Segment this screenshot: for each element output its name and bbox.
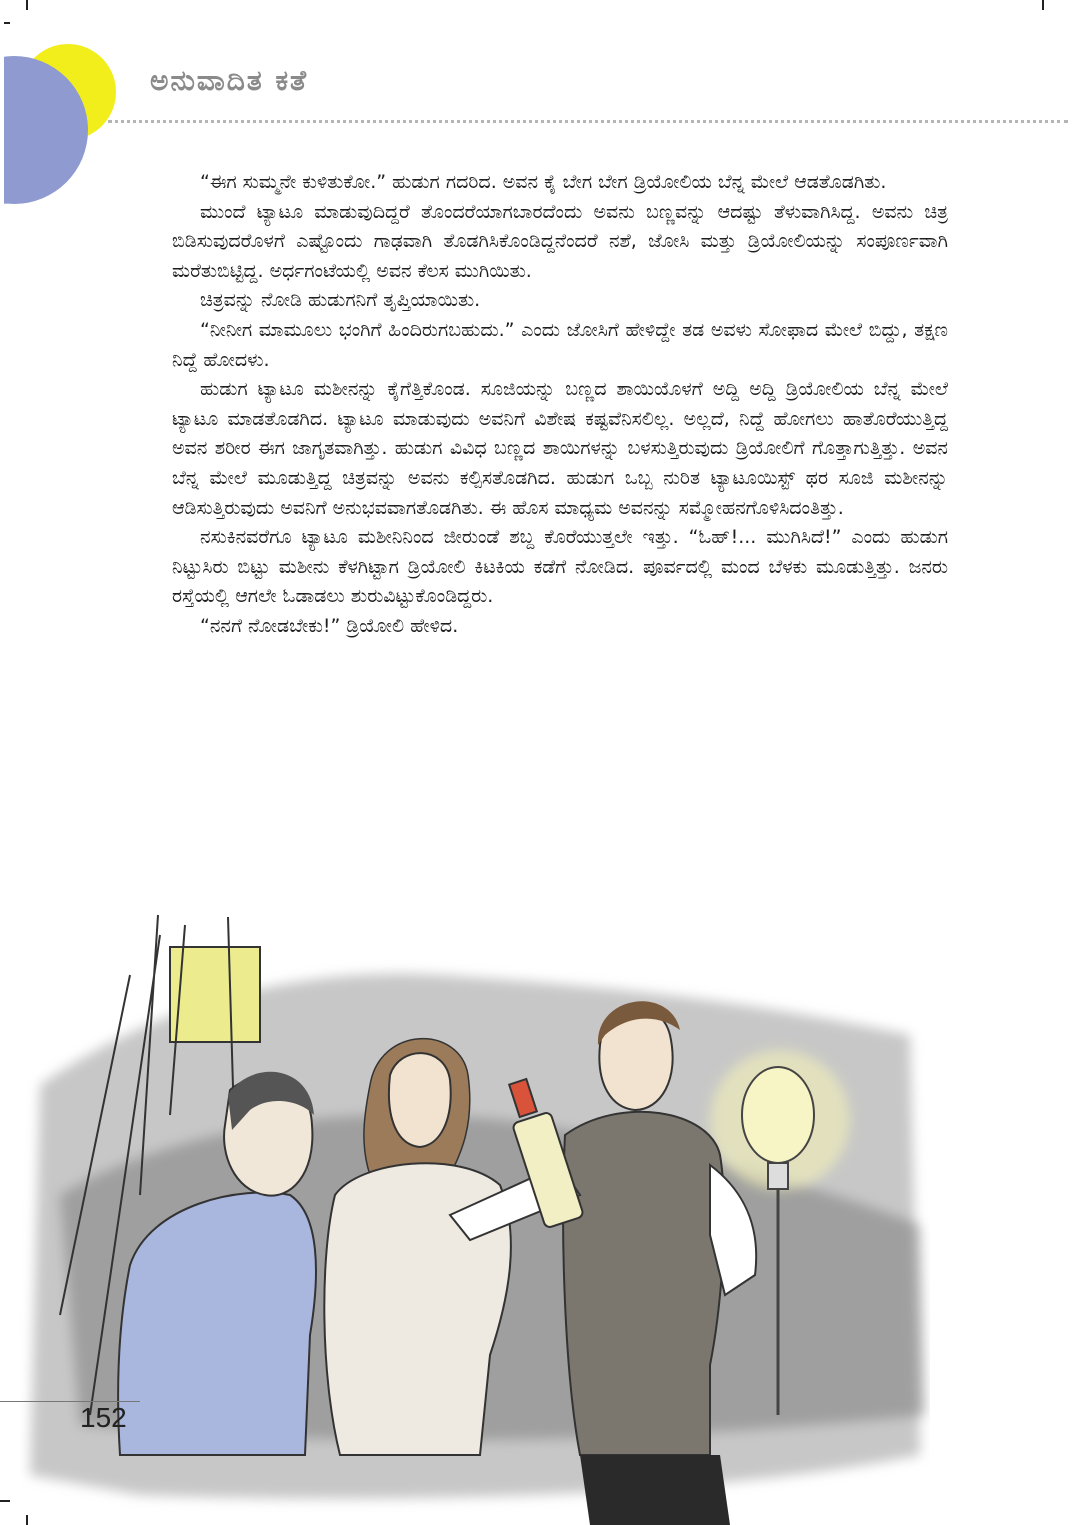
story-paragraph: ಚಿತ್ರವನ್ನು ನೋಡಿ ಹುಡುಗನಿಗೆ ತೃಪ್ತಿಯಾಯಿತು. <box>200 289 481 312</box>
woman-face <box>389 1053 451 1147</box>
window <box>170 947 260 1042</box>
story-paragraph: “ಈಗ ಸುಮ್ಮನೇ ಕುಳಿತುಕೋ.” ಹುಡುಗ ಗದರಿದ. ಅವನ ಕೈ ಬೇಗ ಬೇಗ ಡ್ರಿಯೋಲಿಯ ಬೆನ್ನ ಮೇಲೆ ಆಡತೊಡಗಿತು. <box>200 171 887 193</box>
page-number: 152 <box>80 1402 127 1433</box>
title-divider <box>108 120 1068 123</box>
story-paragraph: ಹುಡುಗ ಟ್ಯಾಟೂ ಮಶೀನನ್ನು ಕೈಗೆತ್ತಿಕೊಂಡ. ಸೂಜಿಯನ್ನು ಬಣ್ಣದ ಶಾಯಿಯೊಳಗೆ ಅದ್ದಿ ಅದ್ದಿ ಡ್ರಿಯೋಲಿಯ ಬೆನ್ನ ಮೇಲೆ ಟ್ಯಾಟೂ ಮಾಡತೊಡಗಿದ. ಟ್ಯಾಟೂ ಮಾಡುವುದು ಅವನಿಗೆ ವಿಶೇಷ ಕಷ್ಟವೆನಿಸಲಿಲ್ಲ. ಅಲ್ಲದೆ, ನಿದ್ದೆ ಹೋಗಲು ಹಾತೊರೆಯುತ್ತಿದ್ದ ಅವನ ಶರೀರ ಈಗ ಜಾಗೃತವಾಗಿತ್ತು. ಹುಡುಗ ವಿವಿಧ ಬಣ್ಣದ ಶಾಯಿಗಳನ್ನು ಬಳಸುತ್ತಿರುವುದು ಡ್ರಿಯೋಲಿಗೆ ಗೊತ್ತಾಗುತ್ತಿತ್ತು. ಅವನ ಬೆನ್ನ ಮೇಲೆ ಮೂಡುತ್ತಿದ್ದ ಚಿತ್ರವನ್ನು ಅವನು ಕಲ್ಪಿಸತೊಡಗಿದ. ಹುಡುಗ ಒಬ್ಬ ನುರಿತ ಟ್ಯಾಟೂಯಿಸ್ಟ್ ಥರ ಸೂಜಿ ಮಶೀನನ್ನು ಆಡಿಸುತ್ತಿರುವುದು ಅವನಿಗೆ ಅನುಭವವಾಗತೊಡಗಿತು. ಈ ಹೊಸ ಮಾಧ್ಯಮ ಅವನನ್ನು ಸಮ್ಮೋಹನಗೊಳಿಸಿದಂತಿತ್ತು. <box>172 378 948 519</box>
section-title: ಅನುವಾದಿತ ಕತೆ <box>150 64 309 97</box>
floor-shadow <box>580 1455 730 1525</box>
man-right-vest <box>563 1112 724 1455</box>
story-paragraph: “ನನಗೆ ನೋಡಬೇಕು!” ಡ್ರಿಯೋಲಿ ಹೇಳಿದ. <box>200 614 459 637</box>
story-illustration <box>20 895 930 1525</box>
lamp-globe <box>742 1067 814 1163</box>
story-paragraph: “ನೀನೀಗ ಮಾಮೂಲು ಭಂಗಿಗೆ ಹಿಂದಿರುಗಬಹುದು.” ಎಂದು ಜೋಸಿಗೆ ಹೇಳಿದ್ದೇ ತಡ ಅವಳು ಸೋಫಾದ ಮೇಲೆ ಬಿದ್ದು, ತಕ್ಷಣ ನಿದ್ದೆ ಹೋದಳು. <box>172 318 948 371</box>
lamp-stand <box>768 1163 788 1189</box>
crop-mark-top-right <box>1042 0 1044 10</box>
deco-edge <box>0 0 4 220</box>
header-circle-decoration <box>0 0 140 220</box>
crop-mark-left-lower <box>0 1500 10 1502</box>
story-paragraph: ಮುಂದೆ ಟ್ಯಾಟೂ ಮಾಡುವುದಿದ್ದರೆ ತೊಂದರೆಯಾಗಬಾರದೆಂದು ಅವನು ಬಣ್ಣವನ್ನು ಆದಷ್ಟು ತೆಳುವಾಗಿಸಿದ್ದ. ಅವನು ಚಿತ್ರ ಬಿಡಿಸುವುದರೊಳಗೆ ಎಷ್ಟೊಂದು ಗಾಢವಾಗಿ ತೊಡಗಿಸಿಕೊಂಡಿದ್ದನೆಂದರೆ ನಶೆ, ಜೋಸಿ ಮತ್ತು ಡ್ರಿಯೋಲಿಯನ್ನು ಸಂಪೂರ್ಣವಾಗಿ ಮರೆತುಬಿಟ್ಟಿದ್ದ. ಅರ್ಧಗಂಟೆಯಲ್ಲಿ ಅವನ ಕೆಲಸ ಮುಗಿಯಿತು. <box>172 200 948 282</box>
story-paragraph: ನಸುಕಿನವರೆಗೂ ಟ್ಯಾಟೂ ಮಶೀನಿನಿಂದ ಜೀರುಂಡೆ ಶಬ್ದ ಕೊರೆಯುತ್ತಲೇ ಇತ್ತು. “ಓಹ್!... ಮುಗಿಸಿದೆ!” ಎಂದು ಹುಡುಗ ನಿಟ್ಟುಸಿರು ಬಿಟ್ಟು ಮಶೀನು ಕೆಳಗಿಟ್ಟಾಗ ಡ್ರಿಯೋಲಿ ಕಿಟಕಿಯ ಕಡೆಗೆ ನೋಡಿದ. ಪೂರ್ವದಲ್ಲಿ ಮಂದ ಬೆಳಕು ಮೂಡುತ್ತಿತ್ತು. ಜನರು ರಸ್ತೆಯಲ್ಲಿ ಆಗಲೇ ಓಡಾಡಲು ಶುರುವಿಟ್ಟುಕೊಂಡಿದ್ದರು. <box>172 526 948 608</box>
story-text <box>172 168 948 642</box>
